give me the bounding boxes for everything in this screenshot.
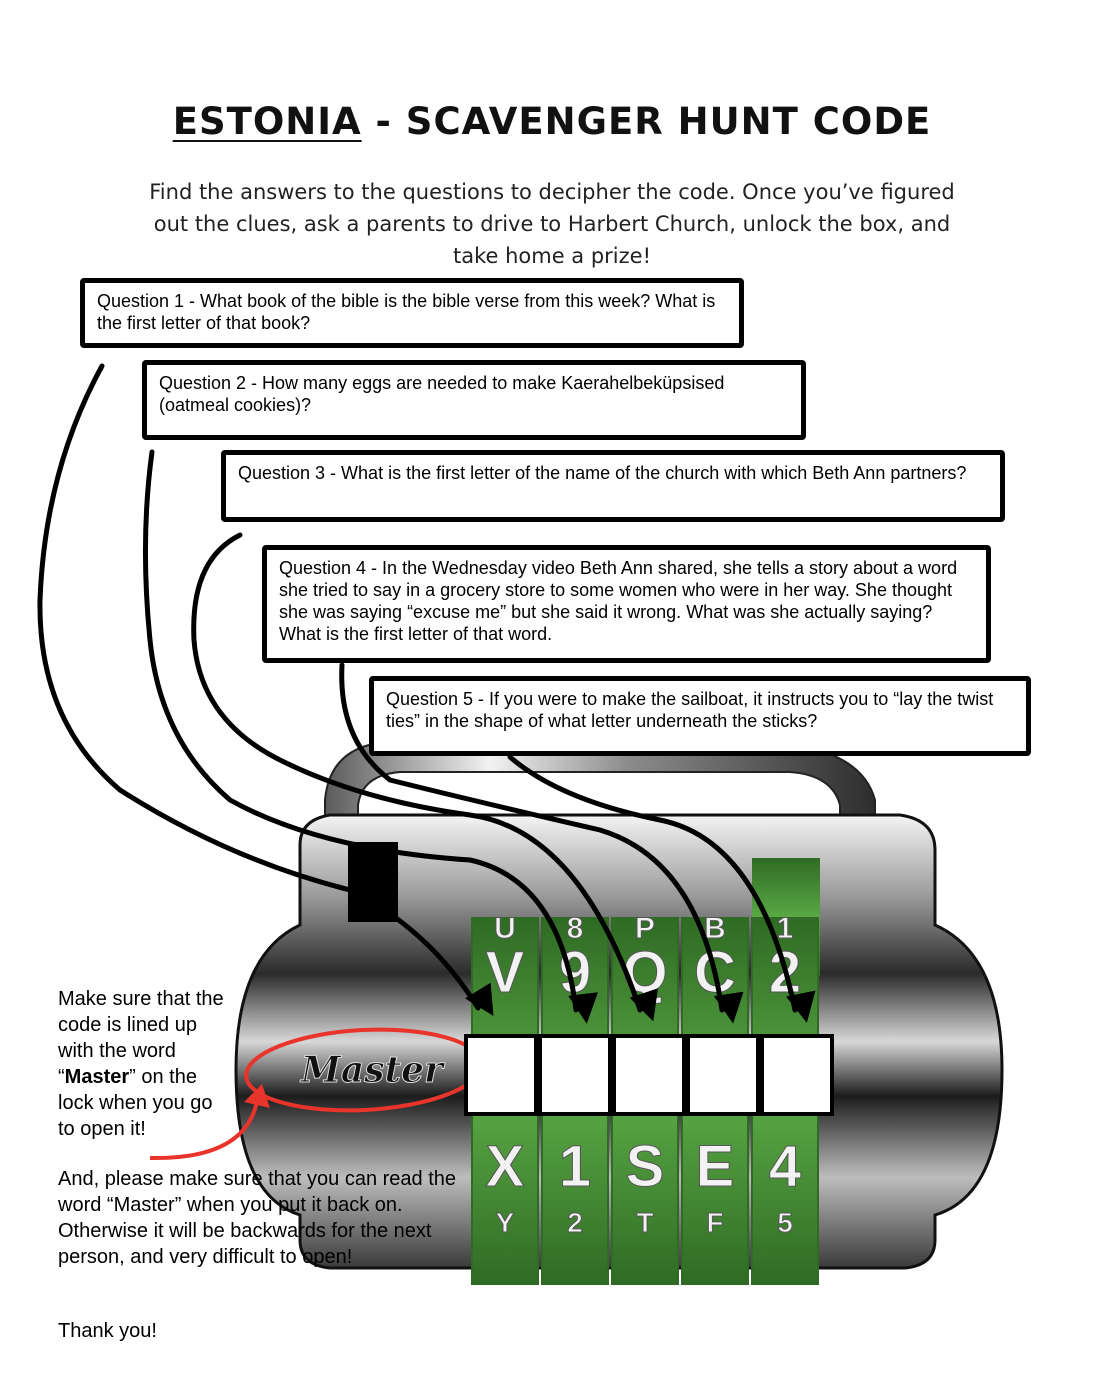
intro-text: Find the answers to the questions to decipher the code. Once you’ve figured out the clues, ask a parents to drive to Harbert Church, unlock the box, and take home a prize! — [149, 180, 955, 268]
wheel-1-char-3: X — [485, 1134, 525, 1199]
wheel-3-char-4: T — [636, 1207, 654, 1238]
code-boxes — [466, 1036, 832, 1114]
wheel-3-char-1: P — [634, 912, 656, 945]
code-box-4[interactable] — [688, 1036, 758, 1114]
wheel-1-char-2: V — [485, 940, 525, 1005]
wheel-2-char-1: 8 — [566, 912, 584, 945]
code-box-3[interactable] — [614, 1036, 684, 1114]
wheel-2-char-2: 9 — [558, 940, 592, 1005]
question-5-box: Question 5 - If you were to make the sailboat, it instructs you to “lay the twist ties” in the shape of what letter underneath the sticks? — [369, 676, 1031, 756]
wheel-4-char-1: B — [704, 912, 726, 945]
wheel-5-char-2: 2 — [768, 940, 802, 1005]
wheel-3-char-2: Q — [622, 940, 668, 1005]
note1-bold: Master — [64, 1066, 130, 1088]
code-box-2[interactable] — [540, 1036, 610, 1114]
wheel-2-char-4: 2 — [567, 1207, 583, 1238]
title-rest: - SCAVENGER HUNT CODE — [361, 100, 932, 143]
wheel-5-char-1: 1 — [776, 912, 794, 945]
wheel-5-char-4: 5 — [777, 1207, 793, 1238]
wheel-4-char-3: E — [695, 1134, 735, 1199]
question-1-box: Question 1 - What book of the bible is the bible verse from this week? What is the first letter of that book? — [80, 278, 744, 348]
code-box-1[interactable] — [466, 1036, 536, 1114]
code-box-5[interactable] — [762, 1036, 832, 1114]
title-country: ESTONIA — [172, 100, 362, 143]
note1-after: ” on the lock when you go to open it! — [58, 1066, 213, 1140]
wheel-2-char-3: 1 — [558, 1134, 592, 1199]
question-2-box: Question 2 - How many eggs are needed to make Kaerahelbeküpsised (oatmeal cookies)? — [142, 360, 806, 440]
wheel-5-char-3: 4 — [768, 1134, 802, 1199]
page-title — [0, 100, 1104, 143]
question-4-box: Question 4 - In the Wednesday video Beth Ann shared, she tells a story about a word she tried to say in a grocery store to some women who were in her way. She thought she was saying “excuse me” but she said it wrong. What was she actually saying? What is the first letter of that word. — [262, 545, 991, 663]
question-3-box: Question 3 - What is the first letter of the name of the church with which Beth Ann partners? — [221, 450, 1005, 522]
svg-text:Master: Master — [301, 1049, 443, 1091]
wheel-1-char-4: Y — [495, 1207, 515, 1238]
thank-you-text: Thank you! — [58, 1320, 157, 1342]
note-line-up-code — [58, 986, 233, 1142]
wheel-4-char-4: F — [706, 1207, 724, 1238]
wheel-4-char-2: C — [694, 940, 736, 1005]
note-reset-lock: And, please make sure that you can read the word “Master” when you put it back on. Otherwise it will be backwards for the next person, and very difficult to open! — [58, 1168, 457, 1268]
master-brand-logo — [299, 1049, 446, 1091]
wheel-1-char-1: U — [494, 912, 516, 945]
note1-before: Make sure that the code is lined up with the word “ — [58, 988, 224, 1088]
wheel-3-char-3: S — [625, 1134, 665, 1199]
